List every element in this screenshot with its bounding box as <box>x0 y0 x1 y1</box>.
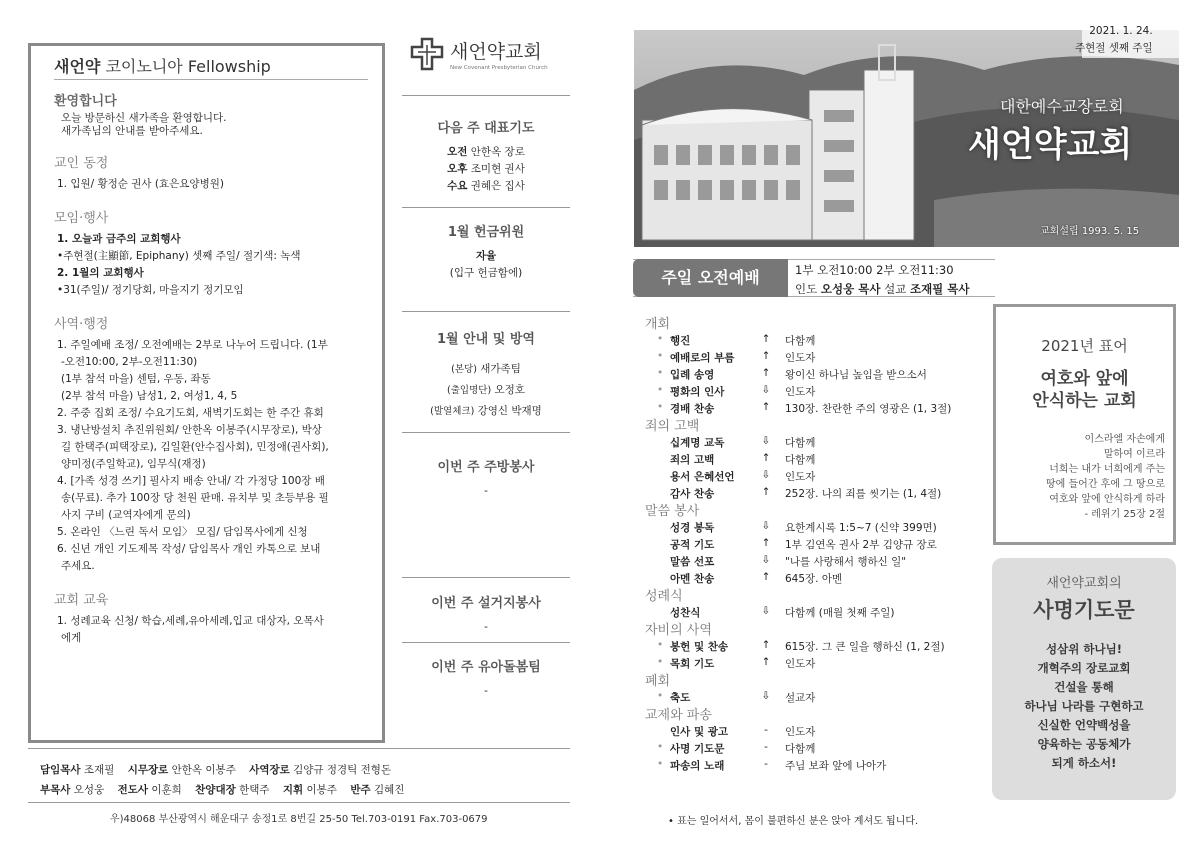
order-of-worship <box>645 316 990 775</box>
order-group-heading: 교제와 파송 <box>645 708 712 723</box>
order-item-detail: 주님 보좌 앞에 나아가 <box>785 760 887 772</box>
admin-line: 6. 신년 개인 기도제목 작성/ 담임목사 개인 카톡으로 보내 <box>57 543 321 555</box>
admin-heading: 사역·행정 <box>54 317 109 332</box>
posture-icon: ⇩ <box>761 469 771 481</box>
order-row <box>645 350 990 367</box>
order-item-name: 아멘 찬송 <box>670 573 715 585</box>
order-item-detail: 인도자 <box>785 471 816 483</box>
edu-item: 에게 <box>61 632 82 644</box>
order-row <box>645 537 990 554</box>
events-heading: 모임·행사 <box>54 211 109 226</box>
order-item-detail: 130장. 찬란한 주의 영광은 (1, 3절) <box>785 403 952 415</box>
divider <box>402 642 570 643</box>
standing-marker: • <box>657 690 664 702</box>
order-group-heading: 폐회 <box>645 674 671 689</box>
cross-logo-icon <box>410 37 444 71</box>
order-row <box>645 452 990 469</box>
posture-icon: ↑ <box>761 537 771 549</box>
events-item: 2. 1월의 교회행사 <box>57 267 144 279</box>
order-item-detail: 다함께 <box>785 743 816 755</box>
admin-line: 사지 구비 (교역자에게 문의) <box>61 509 191 521</box>
events-item: •주현절(主顯節, Epiphany) 셋째 주일/ 절기색: 녹색 <box>57 250 301 262</box>
order-row <box>645 469 990 486</box>
order-item-name: 입례 송영 <box>670 369 715 381</box>
posture-icon: ⇩ <box>761 605 771 617</box>
posture-icon: - <box>764 758 768 770</box>
order-item-name: 성찬식 <box>670 607 701 619</box>
kitchen-value: - <box>484 485 488 497</box>
order-item-detail: 다함께 <box>785 454 816 466</box>
motto-verse: 이스라엘 자손에게 말하여 이르라 너희는 내가 너희에게 주는 땅에 들어간 후에 그 땅으로 여호와 앞에 안식하게 하라 - 레위기 25장 2절 <box>1046 434 1165 520</box>
dishes-value: - <box>484 621 488 633</box>
order-item-detail: 다함께 (매월 첫째 주일) <box>785 607 895 619</box>
events-item: •31(주일)/ 정기당회, 마을지기 정기모임 <box>57 284 244 296</box>
order-item-detail: 요한계시록 1:5~7 (신약 399면) <box>785 522 937 534</box>
posture-icon: ↑ <box>761 350 771 362</box>
guide-heading: 1월 안내 및 방역 <box>437 332 535 347</box>
posture-icon: ↑ <box>761 571 771 583</box>
admin-line: -오전10:00, 2부-오전11:30) <box>61 356 198 368</box>
order-row <box>645 384 990 401</box>
posture-icon: ↑ <box>761 639 771 651</box>
order-item-name: 인사 및 광고 <box>670 726 729 738</box>
edu-item: 1. 성례교육 신청/ 학습,세례,유아세례,입교 대상자, 오목사 <box>57 615 324 627</box>
order-row <box>645 605 990 622</box>
events-item: 1. 오늘과 금주의 교회행사 <box>57 233 181 245</box>
posture-icon: ⇩ <box>761 384 771 396</box>
standing-marker: • <box>657 350 664 362</box>
divider <box>402 207 570 208</box>
admin-line: 양미정(주일학교), 임무식(재정) <box>61 458 206 470</box>
standing-marker: • <box>657 758 664 770</box>
next-prayer-section <box>402 117 570 195</box>
order-item-detail: 1부 김연옥 권사 2부 김양규 장로 <box>785 539 937 551</box>
fellowship-panel <box>28 43 385 743</box>
order-row <box>645 401 990 418</box>
admin-line: (1부 참석 마을) 센텀, 우동, 좌동 <box>61 373 211 385</box>
order-row <box>645 435 990 452</box>
divider <box>402 311 570 312</box>
motto-line: 여호와 앞에 <box>1040 369 1129 389</box>
posture-icon: - <box>764 741 768 753</box>
divider <box>28 748 570 749</box>
nursery-section <box>402 656 570 700</box>
order-item-name: 용서 은혜선언 <box>670 471 735 483</box>
logo-name: 새언약교회 <box>450 41 542 63</box>
divider <box>402 95 570 96</box>
posture-icon: ⇩ <box>761 520 771 532</box>
welcome-heading: 환영합니다 <box>54 94 117 109</box>
prayer-row: 수요 권혜은 집사 <box>447 180 525 192</box>
offering-section <box>402 221 570 282</box>
admin-line: 1. 주일예배 조정/ 오전예배는 2부로 나누어 드립니다. (1부 <box>57 339 328 351</box>
guide-row: (본당) 새가족팀 <box>451 363 521 375</box>
standing-marker: • <box>657 401 664 413</box>
order-row <box>645 639 990 656</box>
posture-icon: - <box>764 724 768 736</box>
kitchen-heading: 이번 주 주방봉사 <box>437 460 535 475</box>
order-row <box>645 333 990 350</box>
order-item-name: 행진 <box>670 335 691 347</box>
welcome-line: 새가족님의 안내를 받아주세요. <box>61 125 203 137</box>
prayer-row: 오후 조미현 권사 <box>447 163 525 175</box>
order-item-name: 죄의 고백 <box>670 454 715 466</box>
admin-line: 길 한택주(피택장로), 김일환(안수집사회), 민정애(권사회), <box>61 441 329 453</box>
order-item-name: 십계명 교독 <box>670 437 725 449</box>
order-item-detail: 다함께 <box>785 437 816 449</box>
order-row <box>645 486 990 503</box>
order-row <box>645 554 990 571</box>
mission-prayer-box <box>992 558 1176 800</box>
order-item-name: 평화의 인사 <box>670 386 725 398</box>
admin-line: 2. 주중 집회 조정/ 수요기도회, 새벽기도회는 한 주간 휴회 <box>57 407 324 419</box>
guide-row: (출입명단) 오정호 <box>447 384 525 396</box>
staff-list <box>40 760 580 800</box>
dishes-heading: 이번 주 설거지봉사 <box>431 596 541 611</box>
order-group-heading: 개회 <box>645 317 671 332</box>
admin-line: 송(무료). 추가 100장 당 천원 판매. 유치부 및 초등부용 필 <box>61 492 329 504</box>
order-item-detail: 인도자 <box>785 352 816 364</box>
admin-line: 5. 온라인 〈느린 독서 모임〉 모집/ 담임목사에게 신청 <box>57 526 308 538</box>
order-item-name: 말씀 선포 <box>670 556 715 568</box>
motto-box <box>993 304 1176 545</box>
offering-line: 자율 <box>475 250 497 262</box>
standing-marker: • <box>657 367 664 379</box>
posture-icon: ↑ <box>761 367 771 379</box>
order-item-name: 공적 기도 <box>670 539 715 551</box>
guide-section <box>402 328 570 422</box>
next-prayer-heading: 다음 주 대표기도 <box>437 121 535 136</box>
order-item-detail: 252장. 나의 죄를 씻기는 (1, 4절) <box>785 488 942 500</box>
posture-icon: ↑ <box>761 486 771 498</box>
order-item-name: 성경 봉독 <box>670 522 715 534</box>
motto-line: 안식하는 교회 <box>1032 391 1137 411</box>
posture-icon: ↑ <box>761 656 771 668</box>
standing-marker: • <box>657 639 664 651</box>
kitchen-section <box>402 456 570 500</box>
order-row <box>645 571 990 588</box>
order-item-detail: "나를 사랑해서 행하신 일" <box>785 556 907 568</box>
order-row <box>645 656 990 673</box>
offering-line: (입구 헌금함에) <box>449 267 523 279</box>
admin-line: 주세요. <box>61 560 95 572</box>
posture-icon: ↑ <box>761 401 771 413</box>
order-item-name: 봉헌 및 찬송 <box>670 641 729 653</box>
guide-row: (발열체크) 강영신 박재명 <box>430 405 542 417</box>
church-logo <box>410 35 575 80</box>
posture-icon: ⇩ <box>761 435 771 447</box>
fellowship-title: 새언약 코이노니아 Fellowship <box>54 54 368 80</box>
order-item-detail: 인도자 <box>785 386 816 398</box>
standing-marker: • <box>657 333 664 345</box>
service-badge: 주일 오전예배 <box>633 259 788 297</box>
order-item-name: 사명 기도문 <box>670 743 725 755</box>
divider <box>28 802 570 803</box>
posture-icon: ⇩ <box>761 690 771 702</box>
order-item-detail: 왕이신 하나님 높임을 받으소서 <box>785 369 927 381</box>
staff-row: 부목사 오성웅 전도사 이훈희 찬양대장 한택주 지휘 이봉주 반주 김혜진 <box>40 784 405 796</box>
order-row <box>645 758 990 775</box>
divider <box>402 577 570 578</box>
motto-year: 2021년 표어 <box>1041 337 1128 355</box>
mission-text: 성삼위 하나님! 개혁주의 장로교회 건설을 통해 하나님 나라를 구현하고 신실한 언약백성을 양육하는 공동체가 되게 하소서! <box>1024 642 1144 770</box>
order-item-name: 축도 <box>670 692 691 704</box>
edu-heading: 교회 교육 <box>54 593 109 608</box>
order-item-detail: 인도자 <box>785 658 816 670</box>
order-item-name: 파송의 노래 <box>670 760 725 772</box>
standing-note: • 표는 일어서서, 몸이 불편하신 분은 앉아 계셔도 됩니다. <box>668 816 919 827</box>
order-item-name: 경배 찬송 <box>670 403 715 415</box>
order-item-detail: 설교자 <box>785 692 816 704</box>
admin-line: (2부 참석 마을) 남성1, 2, 여성1, 4, 5 <box>61 390 238 402</box>
order-item-detail: 인도자 <box>785 726 816 738</box>
order-row <box>645 690 990 707</box>
order-row <box>645 724 990 741</box>
order-item-name: 예배로의 부름 <box>670 352 735 364</box>
standing-marker: • <box>657 656 664 668</box>
nursery-heading: 이번 주 유아돌봄팀 <box>431 660 541 675</box>
bulletin-date <box>1075 23 1153 57</box>
order-group-heading: 죄의 고백 <box>645 419 700 434</box>
prayer-row: 오전 안한옥 장로 <box>447 146 525 158</box>
order-row <box>645 741 990 758</box>
standing-marker: • <box>657 384 664 396</box>
order-group-heading: 성례식 <box>645 589 683 604</box>
admin-line: 3. 냉난방설치 추진위원회/ 안한옥 이봉주(시무장로), 박상 <box>57 424 322 436</box>
order-row <box>645 367 990 384</box>
date: 2021. 1. 24. <box>1089 25 1153 37</box>
service-info <box>795 261 970 299</box>
standing-marker: • <box>657 741 664 753</box>
posture-icon: ↑ <box>761 333 771 345</box>
service-leaders: 인도 오성웅 목사 설교 조재필 목사 <box>795 282 970 296</box>
order-group-heading: 말씀 봉사 <box>645 504 700 519</box>
news-item: 1. 입원/ 황정순 권사 (효은요양병원) <box>57 178 224 190</box>
order-group-heading: 자비의 사역 <box>645 623 712 638</box>
order-item-name: 목회 기도 <box>670 658 715 670</box>
denomination: 대한예수교장로회 <box>1000 97 1124 116</box>
liturgical-week: 주현절 셋째 주일 <box>1075 42 1153 54</box>
divider <box>402 432 570 433</box>
offering-heading: 1월 헌금위원 <box>447 225 525 240</box>
posture-icon: ↑ <box>761 452 771 464</box>
logo-sub: New Covenant Presbyterian Church <box>450 65 548 71</box>
order-item-name: 감사 찬송 <box>670 488 715 500</box>
dishes-section <box>402 592 570 636</box>
service-times: 1부 오전10:00 2부 오전11:30 <box>795 263 954 277</box>
order-item-detail: 다함께 <box>785 335 816 347</box>
address: 우)48068 부산광역시 해운대구 송정1로 8번길 25-50 Tel.703-0191 Fax.703-0679 <box>110 814 488 825</box>
posture-icon: ⇩ <box>761 554 771 566</box>
mission-title: 사명기도문 <box>1033 598 1135 622</box>
order-item-detail: 645장. 아멘 <box>785 573 843 585</box>
nursery-value: - <box>484 685 488 697</box>
church-name: 새언약교회 <box>968 125 1133 165</box>
mission-subtitle: 새언약교회의 <box>1046 576 1122 591</box>
staff-row: 담임목사 조재필 시무장로 안한옥 이봉주 사역장로 김양규 정경틱 전형돈 <box>40 764 392 776</box>
admin-line: 4. [가족 성경 쓰기] 필사지 배송 안내/ 각 가정당 100장 배 <box>57 475 325 487</box>
order-row <box>645 520 990 537</box>
order-item-detail: 615장. 그 큰 일을 행하신 (1, 2절) <box>785 641 945 653</box>
founded-date: 교회설립 1993. 5. 15 <box>1040 226 1140 237</box>
welcome-line: 오늘 방문하신 새가족을 환영합니다. <box>61 112 227 124</box>
news-heading: 교인 동정 <box>54 156 109 171</box>
